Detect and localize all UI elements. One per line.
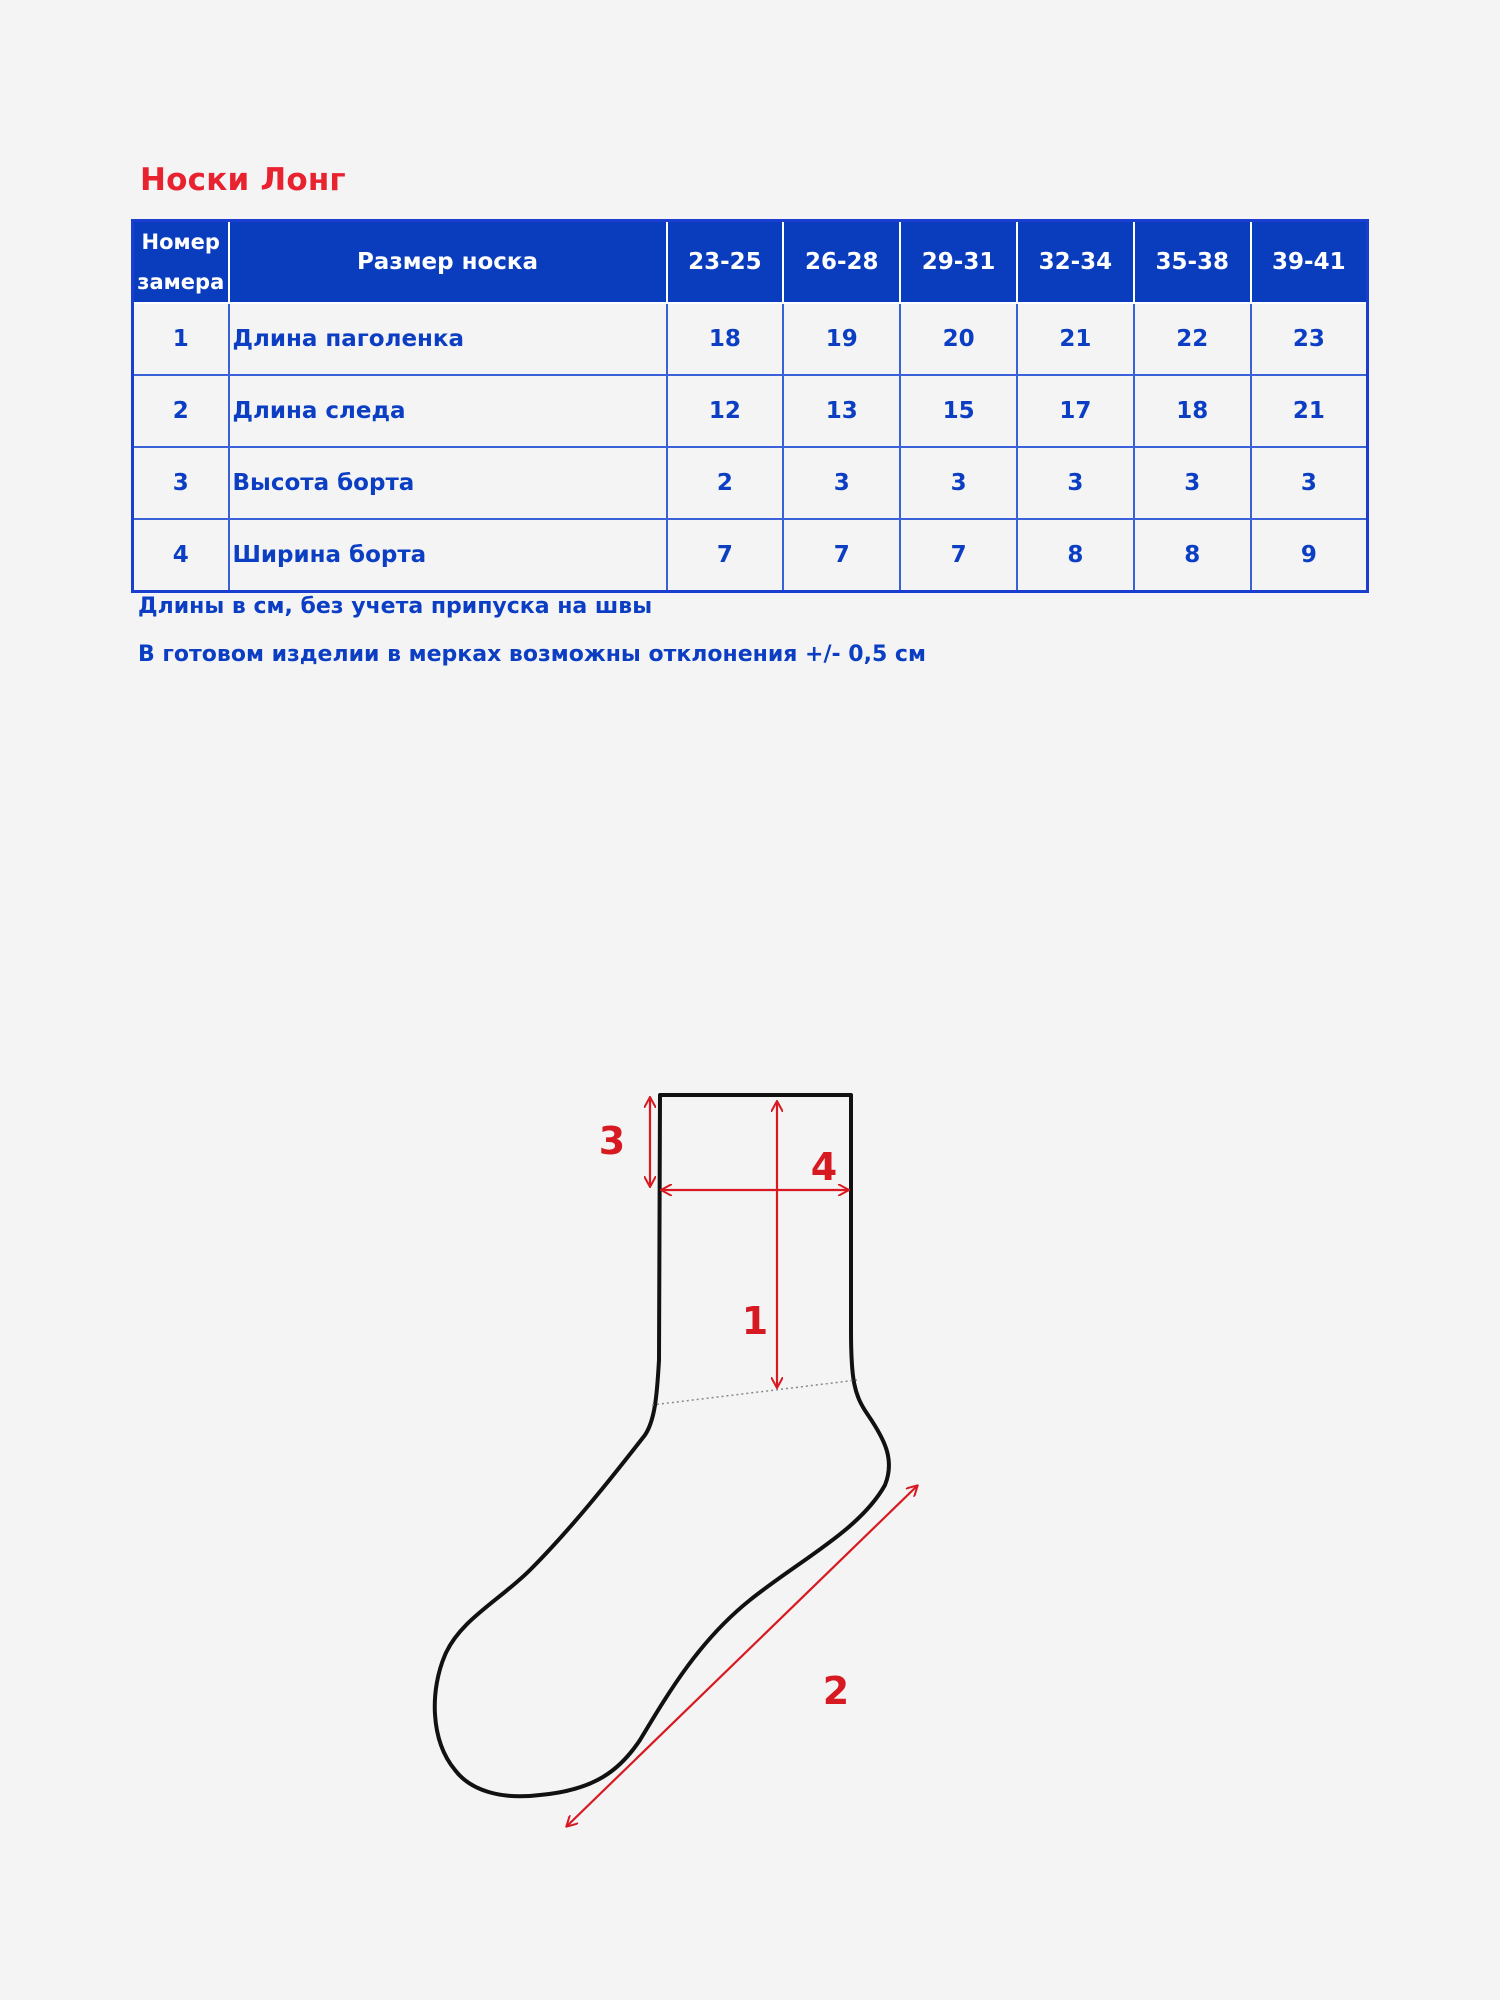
measure-2-label: 2	[822, 1669, 850, 1713]
row-number: 3	[133, 447, 229, 519]
table-cell: 7	[900, 519, 1017, 592]
measure-4-label: 4	[810, 1145, 838, 1189]
table-cell: 7	[783, 519, 900, 592]
header-size: 35-38	[1134, 221, 1251, 304]
header-size: 32-34	[1017, 221, 1134, 304]
table-cell: 12	[667, 375, 784, 447]
table-cell: 3	[1017, 447, 1134, 519]
row-measure-name: Высота борта	[229, 447, 667, 519]
page-title: Носки Лонг	[140, 162, 346, 198]
table-cell: 15	[900, 375, 1017, 447]
measure-3-label: 3	[598, 1119, 626, 1163]
table-cell: 21	[1251, 375, 1368, 447]
table-cell: 21	[1017, 303, 1134, 375]
header-measure-number-line2: замера	[137, 270, 225, 294]
table-cell: 19	[783, 303, 900, 375]
measure-1-label: 1	[741, 1299, 769, 1343]
measure-2-arrow	[567, 1486, 917, 1826]
row-number: 4	[133, 519, 229, 592]
header-size: 23-25	[667, 221, 784, 304]
table-cell: 13	[783, 375, 900, 447]
header-size: 39-41	[1251, 221, 1368, 304]
table-cell: 22	[1134, 303, 1251, 375]
header-measure-number-line1: Номер	[141, 230, 220, 254]
sock-outline	[435, 1095, 889, 1796]
table-cell: 20	[900, 303, 1017, 375]
table-cell: 9	[1251, 519, 1368, 592]
table-cell: 3	[1251, 447, 1368, 519]
note-units: Длины в см, без учета припуска на швы	[138, 594, 653, 619]
table-cell: 23	[1251, 303, 1368, 375]
row-measure-name: Длина паголенка	[229, 303, 667, 375]
table-cell: 8	[1134, 519, 1251, 592]
table-cell: 3	[900, 447, 1017, 519]
row-number: 1	[133, 303, 229, 375]
table-cell: 18	[667, 303, 784, 375]
header-size: 29-31	[900, 221, 1017, 304]
header-size: 26-28	[783, 221, 900, 304]
table-cell: 8	[1017, 519, 1134, 592]
table-cell: 7	[667, 519, 784, 592]
note-tolerance: В готовом изделии в мерках возможны отклонения +/- 0,5 см	[138, 642, 926, 667]
header-sock-size: Размер носка	[229, 221, 667, 304]
row-measure-name: Длина следа	[229, 375, 667, 447]
row-number: 2	[133, 375, 229, 447]
table-cell: 3	[1134, 447, 1251, 519]
heel-dotted-line	[652, 1380, 857, 1405]
table-cell: 3	[783, 447, 900, 519]
table-cell: 17	[1017, 375, 1134, 447]
table-cell: 18	[1134, 375, 1251, 447]
row-measure-name: Ширина борта	[229, 519, 667, 592]
table-cell: 2	[667, 447, 784, 519]
